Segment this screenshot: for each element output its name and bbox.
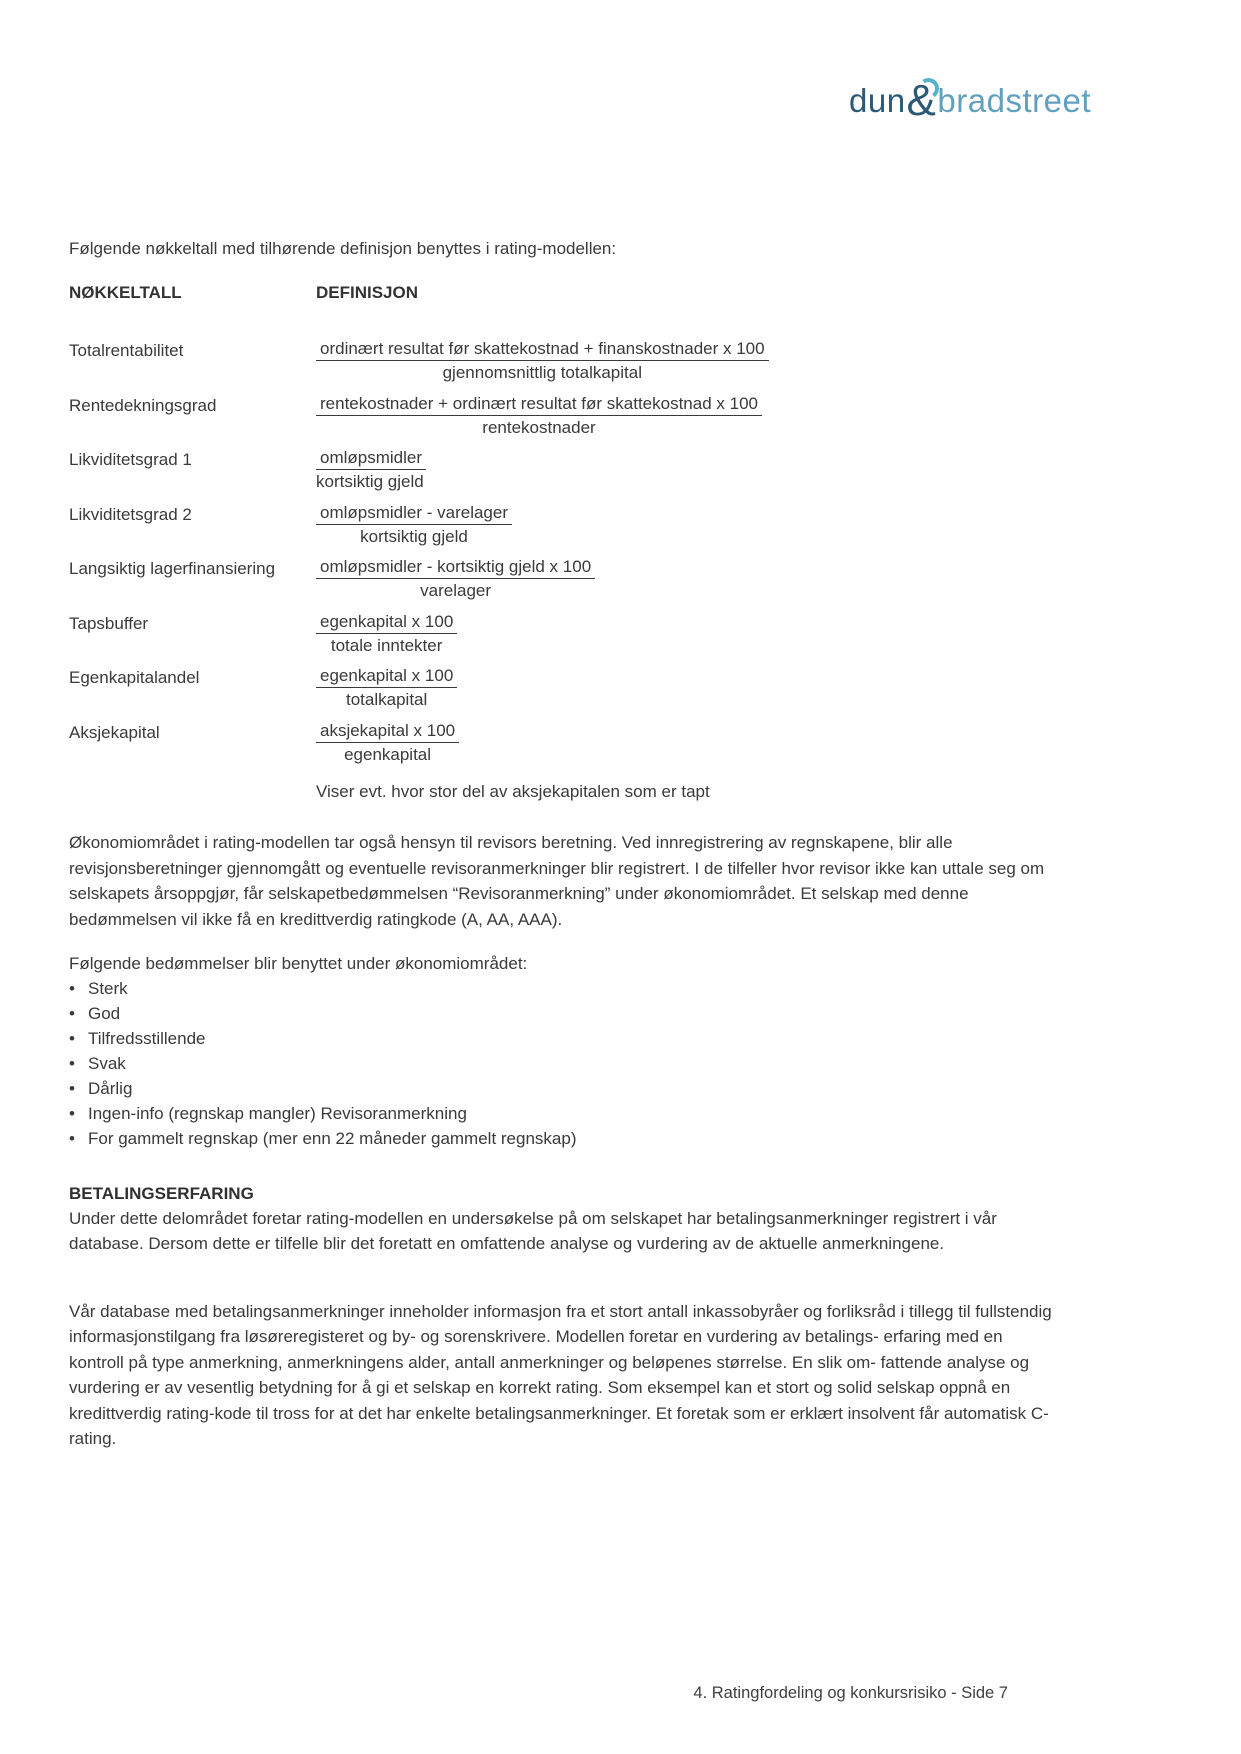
formula-denominator: totale inntekter [330,635,443,655]
bedommelser-section [69,951,1059,1151]
ratio-formula [316,611,457,666]
bullet-icon: • [69,1054,75,1073]
key-figures-table [69,283,1059,802]
column-header-nokkeltall: NØKKELTALL [69,283,182,302]
list-item-label: For gammelt regnskap (mer enn 22 måneder gammelt regnskap) [88,1129,577,1148]
ratio-name: Totalrentabilitet [69,341,184,360]
betalingserfaring-paragraph-2: Vår database med betalingsanmerkninger inneholder informasjon fra et stort antall inkassobyråer og forliksråd i tillegg til fullstendig informasjonstilgang fra løsøreregisteret og by- og sorenskrivere. Modellen foretar en vurdering av betalings- erfaring med en kontroll på type anmerkning, anmerkningens alder, antall anmerkninger og beløpenes størrelse. En slik om- fattende analyse og vurdering er av vesentlig betydning for å gi et selskap en korrekt rating. Som eksempel kan et stort og solid selskap oppnå en kredittverdig rating-kode til tross for at det har enkelte betalingsanmerkninger. Et foretak som er erklært insolvent får automatisk C-rating. [69,1302,1052,1449]
table-row [69,720,1059,775]
list-item [69,976,1059,1001]
ratio-name: Likviditetsgrad 2 [69,504,192,524]
column-header-definisjon: DEFINISJON [316,283,419,302]
ratio-formula [316,556,595,611]
table-row [69,502,1059,557]
formula-denominator: totalkapital [346,690,428,709]
bullet-icon: • [69,1004,75,1023]
formula-numerator: ordinært resultat før skattekostnad + finanskostnader x 100 [316,338,769,361]
formula-numerator: omløpsmidler - kortsiktig gjeld x 100 [316,556,595,579]
dun-bradstreet-logo [848,76,1091,125]
list-item [69,1101,1059,1126]
formula-numerator: rentekostnader + ordinært resultat før skattekostnad x 100 [316,393,762,416]
list-item-label: Sterk [88,979,128,998]
okonomi-paragraph: Økonomiområdet i rating-modellen tar også hensyn til revisors beretning. Ved innregistrering av regnskapene, blir alle revisjonsberetninger gjennomgått og eventuelle revisoranmerkninger blir registrert. I de tilfeller hvor revisor ikke kan uttale seg om selskapets årsoppgjør, får selskapetbedømmelsen “Revisoranmerkning” under økonomiområdet. Et selskap med denne bedømmelsen vil ikke få en kredittverdig ratingkode (A, AA, AAA). [69,833,1045,929]
table-row [69,611,1059,666]
ratio-name: Egenkapitalandel [69,668,200,687]
formula-numerator: omløpsmidler - varelager [316,502,512,525]
ratio-formula [316,502,512,557]
ratio-name: Rentedekningsgrad [69,395,217,415]
intro-sentence: Følgende nøkkeltall med tilhørende definisjon benyttes i rating-modellen: [69,239,617,258]
table-header-row [69,283,1059,338]
formula-denominator: egenkapital [344,744,432,764]
bedommelser-list [69,976,1059,1151]
list-item [69,1026,1059,1051]
bullet-icon: • [69,1129,75,1148]
table-row [69,556,1059,611]
logo-ampersand-icon: & [906,76,937,125]
table-row [69,338,1059,393]
aksjekapital-note: Viser evt. hvor stor del av aksjekapitalen som er tapt [316,782,710,801]
formula-numerator: egenkapital x 100 [316,611,457,634]
ratio-name: Aksjekapital [69,722,160,742]
bullet-icon: • [69,1104,75,1123]
table-row [69,393,1059,448]
formula-denominator: kortsiktig gjeld [360,526,468,546]
ratio-formula [316,665,457,720]
list-item-label: Ingen-info (regnskap mangler) Revisoranmerkning [88,1104,467,1123]
table-row [69,665,1059,720]
formula-numerator: egenkapital x 100 [316,665,457,688]
formula-numerator: aksjekapital x 100 [316,720,459,743]
table-row [69,447,1059,502]
list-item-label: Tilfredsstillende [88,1029,206,1048]
ratio-formula [316,447,426,502]
logo-text-dun: dun [848,82,906,119]
ratio-name: Tapsbuffer [69,613,149,633]
list-item [69,1051,1059,1076]
list-item [69,1076,1059,1101]
list-item-label: Svak [88,1054,126,1073]
formula-denominator: gjennomsnittlig totalkapital [442,363,642,382]
bullet-icon: • [69,1029,75,1048]
bedommelser-intro: Følgende bedømmelser blir benyttet under økonomiområdet: [69,954,528,973]
ratio-name: Likviditetsgrad 1 [69,450,192,469]
list-item-label: God [88,1004,121,1023]
betalingserfaring-section [69,1181,1059,1257]
ratio-name: Langsiktig lagerfinansiering [69,559,276,578]
bullet-icon: • [69,979,75,998]
ratio-formula [316,393,762,448]
list-item [69,1001,1059,1026]
betalingserfaring-heading: BETALINGSERFARING [69,1184,254,1203]
formula-denominator: kortsiktig gjeld [316,472,424,491]
logo-text-bradstreet: bradstreet [937,82,1091,119]
page-footer: 4. Ratingfordeling og konkursrisiko - Side 7 [693,1684,1008,1702]
list-item-label: Dårlig [88,1079,133,1098]
formula-denominator: rentekostnader [482,417,596,437]
list-item [69,1126,1059,1151]
ratio-formula [316,338,769,393]
ratio-formula [316,720,459,775]
formula-numerator: omløpsmidler [316,447,426,470]
betalingserfaring-paragraph-1: Under dette delområdet foretar rating-modellen en undersøkelse på om selskapet har betalingsanmerkninger registrert i vår database. Dersom dette er tilfelle blir det foretatt en omfattende analyse og vurdering av de aktuelle anmerkningene. [69,1209,997,1254]
bullet-icon: • [69,1079,75,1098]
formula-denominator: varelager [420,581,492,600]
